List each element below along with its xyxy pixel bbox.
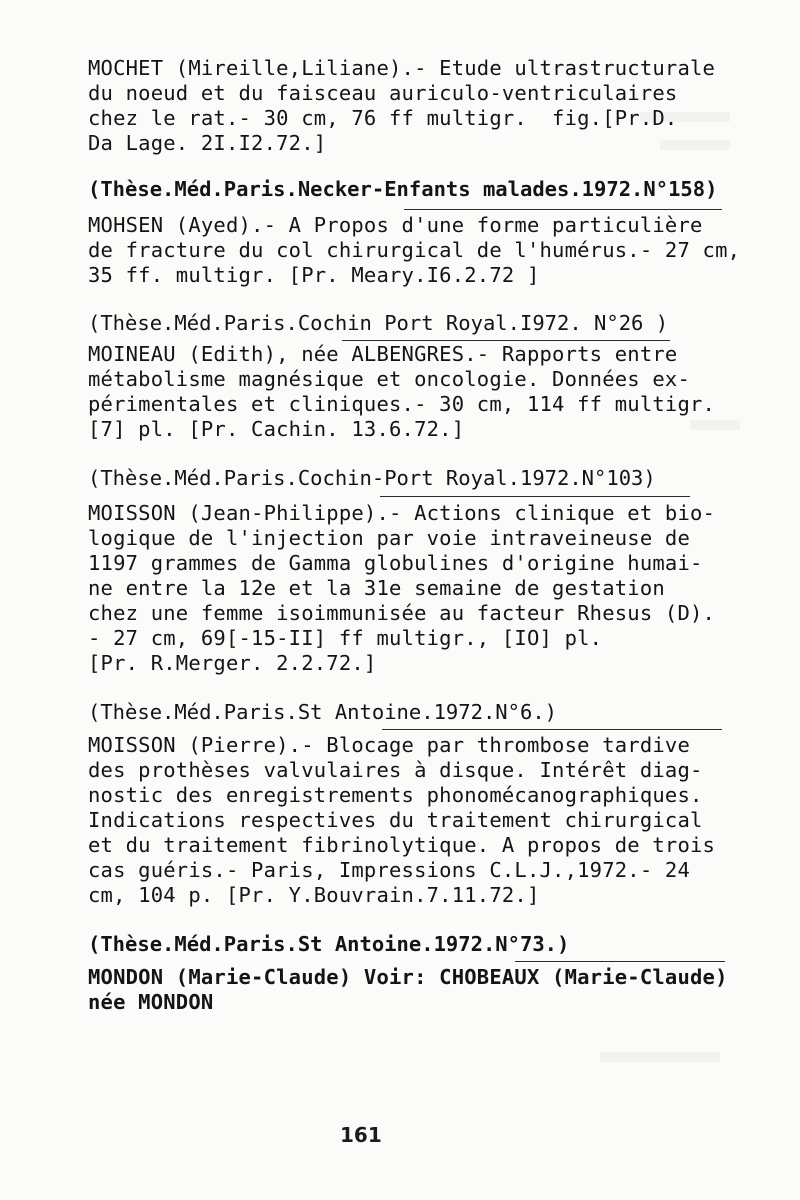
entry-line: du noeud et du faisceau auriculo-ventriculaires (88, 81, 678, 105)
bibliography-entry (88, 733, 728, 908)
entry-line: des prothèses valvulaires à disque. Intérêt diag- (88, 758, 703, 782)
entry-line: logique de l'injection par voie intraveineuse de (88, 526, 691, 550)
entry-line: 35 ff. multigr. [Pr. Meary.I6.2.72 ] (88, 263, 540, 287)
entry-line: MOCHET (Mireille,Liliane).- Etude ultrastructurale (88, 56, 716, 80)
separator-rule (382, 729, 722, 730)
thesis-reference: (Thèse.Méd.Paris.Cochin Port Royal.I972. N°26 ) (88, 311, 669, 335)
page-number: 161 (340, 1123, 382, 1147)
thesis-reference: (Thèse.Méd.Paris.St Antoine.1972.N°73.) (88, 932, 570, 956)
entry-line: née MONDON (88, 990, 214, 1014)
entry-line: Da Lage. 2I.I2.72.] (88, 131, 327, 155)
entry-line: ne entre la 12e et la 31e semaine de gestation (88, 576, 665, 600)
entry-line: [7] pl. [Pr. Cachin. 13.6.72.] (88, 417, 465, 441)
bibliography-entry (88, 342, 728, 442)
bibliography-entry (88, 501, 728, 676)
entry-line: périmentales et cliniques.- 30 cm, 114 ff multigr. (88, 392, 716, 416)
thesis-reference: (Thèse.Méd.Paris.St Antoine.1972.N°6.) (88, 700, 557, 724)
entry-line: MOINEAU (Edith), née ALBENGRES.- Rapports entre (88, 342, 678, 366)
entry-line: Indications respectives du traitement chirurgical (88, 808, 703, 832)
separator-rule (380, 496, 690, 497)
entry-line: MOISSON (Pierre).- Blocage par thrombose tardive (88, 733, 691, 757)
separator-rule (515, 961, 725, 962)
bleed-through-mark (600, 1052, 720, 1062)
entry-line: et du traitement fibrinolytique. A propos de trois (88, 833, 716, 857)
thesis-reference: (Thèse.Méd.Paris.Cochin-Port Royal.1972.N°103) (88, 466, 656, 490)
entry-line: - 27 cm, 69[-15-II] ff multigr., [IO] pl. (88, 626, 603, 650)
entry-line: métabolisme magnésique et oncologie. Données ex- (88, 367, 691, 391)
entry-line: chez le rat.- 30 cm, 76 ff multigr. fig.[Pr.D. (88, 106, 678, 130)
bibliography-entry (88, 213, 741, 288)
entry-line: MOHSEN (Ayed).- A Propos d'une forme particulière (88, 213, 703, 237)
entry-line: MONDON (Marie-Claude) Voir: CHOBEAUX (Marie-Claude) (88, 965, 728, 989)
thesis-reference: (Thèse.Méd.Paris.Necker-Enfants malades.1972.N°158) (88, 177, 718, 201)
entry-line: cm, 104 p. [Pr. Y.Bouvrain.7.11.72.] (88, 883, 540, 907)
bibliography-entry (88, 56, 728, 156)
entry-line: cas guéris.- Paris, Impressions C.L.J.,1972.- 24 (88, 858, 691, 882)
entry-line: chez une femme isoimmunisée au facteur Rhesus (D). (88, 601, 716, 625)
entry-line: 1197 grammes de Gamma globulines d'origine humai- (88, 551, 703, 575)
cross-reference-entry (88, 965, 728, 1015)
separator-rule (404, 209, 722, 210)
entry-line: de fracture du col chirurgical de l'humérus.- 27 cm, (88, 238, 741, 262)
entry-line: nostic des enregistrements phonomécanographiques. (88, 783, 703, 807)
entry-line: MOISSON (Jean-Philippe).- Actions clinique et bio- (88, 501, 716, 525)
entry-line: [Pr. R.Merger. 2.2.72.] (88, 651, 377, 675)
